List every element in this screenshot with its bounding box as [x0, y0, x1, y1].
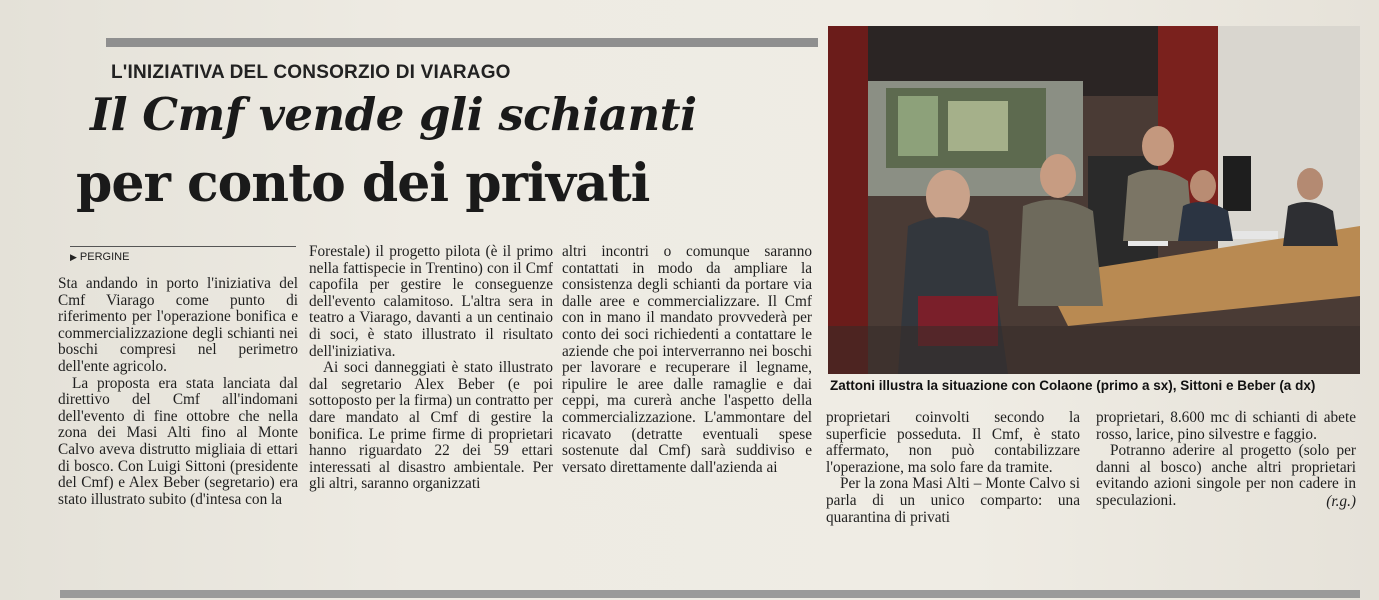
bottom-rule	[60, 590, 1360, 598]
paragraph: Forestale) il progetto pilota (è il primo nella fattispecie in Trentino) con il Cmf capofila per gestire le conseguenze dell'evento calamitoso. L'altra sera in teatro a Viarago, davanti a un centinaio di soci, è stato illustrato il risultato dell'iniziativa.	[309, 243, 553, 360]
paragraph: Sta andando in porto l'iniziativa del Cmf Viarago come punto di riferimento per l'operazione bonifica e commercializzazione degli schianti nei boschi compresi nel perimetro dell'ente agricolo.	[58, 275, 298, 375]
article-photo	[828, 26, 1360, 374]
top-rule	[106, 38, 818, 47]
dateline-text: PERGINE	[79, 251, 130, 263]
paragraph: Potranno aderire al progetto (solo per danni al bosco) anche altri proprietari evitando azioni singole per non cadere in speculazioni.	[1096, 442, 1356, 509]
paragraph: altri incontri o comunque saranno contattati in modo da ampliare la consistenza degli schianti da portare via dalle aree e commercializzare. Il Cmf con in mano il mandato provvederà per conto dei soci richiedenti a contattare le aziende che poi interverranno nei boschi per lavorare e recuperare il legname, ripulire le aree dalle ramaglie e dai ceppi, ma curerà anche l'aspetto della commercializzazione. L'ammontare del ricavato (detratte eventuali spese sostenute dal Cmf) sarà suddiviso e versato direttamente dall'azienda ai	[562, 243, 812, 476]
article-kicker: L'INIZIATIVA DEL CONSORZIO DI VIARAGO	[111, 62, 511, 83]
author-signature: (r.g.)	[1326, 492, 1356, 510]
article-column-5	[1096, 410, 1356, 510]
paragraph: Ai soci danneggiati è stato illustrato dal segretario Alex Beber (e poi sottoposto per la firma) un contratto per dare mandato al Cmf di gestire la bonifica. Le prime firme di proprietari hanno riguardato 22 dei 59 ettari interessati al disastro ambientale. Per gli altri, saranno organizzati	[309, 359, 553, 493]
article-column-3	[562, 244, 812, 476]
meeting-photo-illustration	[828, 26, 1360, 374]
paragraph: proprietari coinvolti secondo la superficie posseduta. Il Cmf, è stato affermato, non può contabilizzare l'operazione, ma solo fare da tramite.	[826, 409, 1080, 476]
headline-line-2: per conto dei privati	[76, 153, 650, 214]
article-column-4	[826, 410, 1080, 526]
photo-caption: Zattoni illustra la situazione con Colaone (primo a sx), Sittoni e Beber (a dx)	[830, 378, 1316, 393]
article-column-1	[58, 276, 298, 508]
dateline	[70, 246, 296, 263]
paragraph: La proposta era stata lanciata dal direttivo del Cmf all'indomani dell'evento di fine ottobre che nella zona dei Masi Alti fino al Monte Calvo aveva distrutto migliaia di ettari di bosco. Con Luigi Sittoni (presidente del Cmf) e Alex Beber (segretario) era stato illustrato subito (d'intesa con la	[58, 374, 298, 508]
paragraph: proprietari, 8.600 mc di schianti di abete rosso, larice, pino silvestre e faggio.	[1096, 409, 1356, 443]
headline-line-1: Il Cmf vende gli schianti	[90, 88, 697, 141]
paragraph: Per la zona Masi Alti – Monte Calvo si parla di un unico comparto: una quarantina di privati	[826, 475, 1080, 526]
dateline-marker-icon: ▶	[70, 252, 77, 262]
article-column-2	[309, 244, 553, 493]
